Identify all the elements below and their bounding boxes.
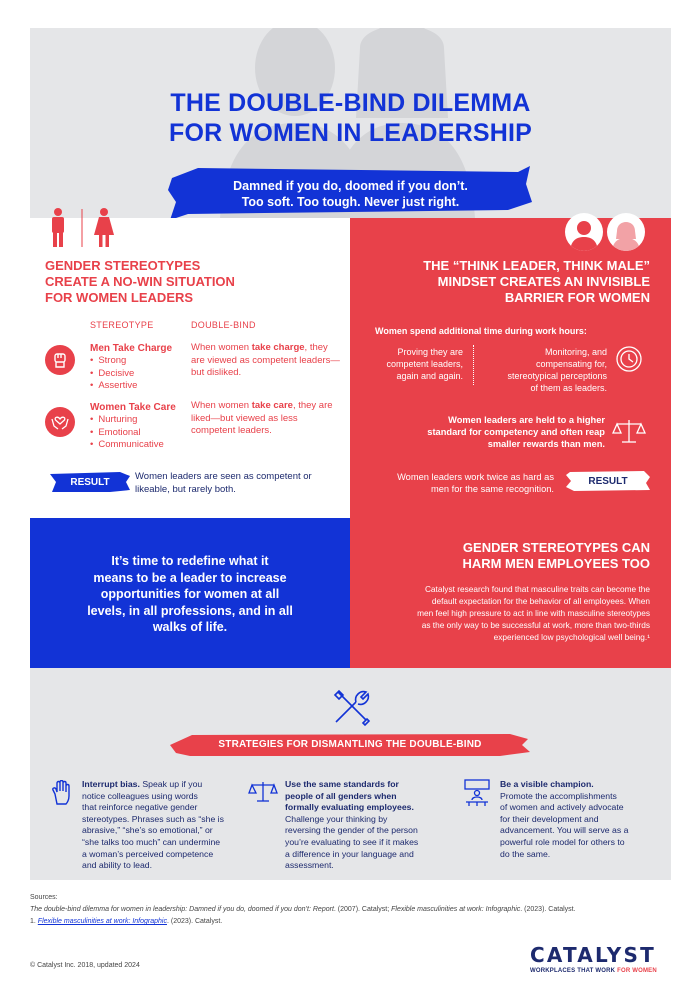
desc-post: , they are viewed as competent leaders—but disliked. [191, 342, 340, 378]
source-title: The double-bind dilemma for women in leadership: Damned if you do, doomed if you don’t: Report [30, 906, 334, 913]
scale-icon [612, 418, 646, 446]
logo-tag-accent: FOR WOMEN [617, 968, 657, 974]
harm-men-heading-line: GENDER STEREOTYPES CAN [462, 540, 650, 555]
women-take-care-title: Women Take Care [90, 402, 176, 413]
strategy-line: “she talks too much” can undermine [82, 836, 221, 847]
proving-line: competent leaders, [386, 359, 463, 369]
result-label-left: RESULT [70, 477, 110, 488]
fist-icon [45, 345, 75, 375]
think-leader-heading-line-3: BARRIER FOR WOMEN [504, 290, 650, 305]
men-doublebind-desc [191, 342, 341, 380]
logo-name: CATALYST [530, 943, 656, 967]
female-icon [94, 208, 114, 247]
strategy-line: a difference in your language and [285, 848, 414, 859]
harm-men-heading [375, 540, 650, 572]
logo-tag-pre: WORKPLACES THAT WORK [530, 968, 618, 974]
strategy-same-standards [285, 779, 455, 872]
strategy-line: and ability to lead. [82, 860, 153, 871]
strategy-bold: Use the same standards for [285, 779, 399, 789]
banner-text [168, 178, 533, 210]
source-link[interactable]: Flexible masculinities at work: Infographic [37, 918, 167, 925]
trait-item: • Emotional [90, 427, 164, 440]
think-leader-heading-line-2: MINDSET CREATES AN INVISIBLE [437, 274, 650, 289]
harm-men-line: men feel high pressure to act in line with masculine stereotypes [417, 608, 650, 618]
twice-hard-text [372, 471, 554, 495]
strategy-line: a woman’s perceived competence [82, 848, 214, 859]
banner-line-1: Damned if you do, doomed if you don’t. [233, 179, 468, 193]
monitoring-text [482, 346, 607, 394]
stereotypes-heading-line-3: FOR WOMEN LEADERS [45, 290, 194, 305]
standard-line: smaller rewards than men. [487, 439, 605, 449]
monitoring-line: stereotypical perceptions [507, 371, 607, 381]
redefine-text [55, 553, 325, 636]
raised-hand-icon [50, 780, 74, 806]
doublebind-column-label: DOUBLE-BIND [191, 320, 256, 330]
strategy-line: stereotypes. Phrases such as “she is [82, 813, 224, 824]
strategy-line: do the same. [500, 848, 551, 859]
think-leader-heading [395, 258, 650, 306]
strategy-line: you’re evaluating to see if it makes [285, 836, 419, 847]
redefine-line: opportunities for women at all [100, 587, 280, 601]
men-traits-list [90, 355, 137, 393]
strategy-visible-champion [500, 779, 660, 860]
catalyst-logo [530, 943, 672, 974]
redefine-line: means to be a leader to increase [93, 570, 287, 585]
strategy-bold: Interrupt bias. [82, 779, 140, 789]
sources-line-2 [30, 916, 670, 928]
stereotypes-heading-line-1: GENDER STEREOTYPES [45, 258, 201, 273]
presenter-icon [462, 778, 492, 808]
stereotypes-heading-line-2: CREATE A NO-WIN SITUATION [45, 274, 235, 289]
trait-item: • Communicative [90, 439, 164, 452]
male-avatar-icon [565, 213, 603, 251]
clock-icon [614, 344, 644, 374]
men-take-charge-title: Men Take Charge [90, 343, 173, 354]
desc-pre: When women [191, 342, 252, 353]
strategy-line: of women and actively advocate [500, 802, 624, 813]
sources-line-1 [30, 904, 670, 916]
higher-standard-text [395, 414, 605, 450]
strategy-line: advancement. You will serve as a [500, 825, 629, 836]
sources-label: Sources: [30, 894, 58, 901]
trait-item: • Assertive [90, 380, 137, 393]
twice-line: Women leaders work twice as hard as [397, 472, 554, 482]
title-line-2: FOR WOMEN IN LEADERSHIP [169, 119, 532, 147]
title-line-1: THE DOUBLE-BIND DILEMMA [170, 89, 531, 117]
desc-bold: take care [251, 400, 293, 411]
think-leader-heading-line-1: THE “THINK LEADER, THINK MALE” [423, 258, 650, 273]
strategies-title: STRATEGIES FOR DISMANTLING THE DOUBLE-BIND [218, 739, 482, 750]
harm-men-body [365, 583, 650, 643]
logo-tagline [530, 968, 672, 974]
strategy-line: that reinforce negative gender [82, 802, 198, 813]
gender-icons [48, 207, 128, 249]
strategy-line: reversing the gender of the person [285, 825, 418, 836]
redefine-line: It’s time to redefine what it [111, 554, 269, 568]
trait-item: • Nurturing [90, 414, 164, 427]
proving-text [365, 346, 463, 382]
strategy-line: for their development and [500, 813, 599, 824]
twice-line: men for the same recognition. [431, 484, 554, 494]
strategy-line: Speak up if you [139, 779, 203, 789]
hands-heart-icon [45, 407, 75, 437]
strategy-line: powerful role model for others to [500, 836, 625, 847]
result-text-left: Women leaders are seen as competent or likeable, but rarely both. [135, 471, 312, 495]
harm-men-line: experienced low psychological well being.¹ [493, 632, 650, 642]
proving-line: again and again. [396, 371, 463, 381]
source-title-2: Flexible masculinities at work: Infographic [391, 906, 521, 913]
footnote-number: 1. [30, 918, 38, 925]
strategy-line: Challenge your thinking by [285, 813, 388, 824]
harm-men-line: Catalyst research found that masculine traits can become the [424, 584, 650, 594]
stereotype-column-label: STEREOTYPE [90, 320, 154, 330]
strategy-line: Promote the accomplishments [500, 790, 617, 801]
dotted-divider [473, 345, 474, 385]
harm-men-line: default expectation for the behavior of all employees. When [431, 596, 650, 606]
monitoring-line: of them as leaders. [530, 383, 607, 393]
male-icon [52, 208, 64, 247]
strategy-interrupt-bias [82, 779, 240, 872]
harm-men-heading-line: HARM MEN EMPLOYEES TOO [462, 556, 650, 571]
extra-time-heading: Women spend additional time during work hours: [375, 326, 587, 336]
page-title [30, 88, 671, 148]
strategy-bold: formally evaluating employees. [285, 802, 414, 813]
scale-icon [248, 780, 278, 804]
strategy-line: notice colleagues using words [82, 790, 198, 801]
stereotypes-heading [45, 258, 335, 306]
source-end: . (2023). Catalyst. [520, 906, 576, 913]
monitoring-line: Monitoring, and [544, 347, 607, 357]
trait-item: • Decisive [90, 368, 137, 381]
strategy-bold: Be a visible champion. [500, 779, 594, 789]
standard-line: standard for competency and often reap [427, 427, 605, 437]
women-traits-list [90, 414, 164, 452]
desc-pre: When women [191, 400, 252, 411]
proving-line: Proving they are [397, 347, 463, 357]
strategy-line: abrasive,” “she’s so emotional,” or [82, 825, 213, 836]
source-mid: . (2007). Catalyst; [333, 906, 392, 913]
redefine-line: walks of life. [152, 620, 228, 634]
desc-post: , they are liked—but viewed as less competent leaders. [191, 400, 333, 436]
source-end: . (2023). Catalyst. [166, 918, 223, 925]
result-label-right: RESULT [588, 476, 628, 487]
standard-line: Women leaders are held to a higher [448, 415, 605, 425]
banner-line-2: Too soft. Too tough. Never just right. [241, 195, 460, 209]
trait-item: • Strong [90, 355, 137, 368]
tools-icon [330, 686, 372, 728]
strategy-bold: people of all genders when [285, 790, 397, 801]
desc-bold: take charge [251, 342, 305, 353]
sources-section [30, 892, 670, 928]
women-doublebind-desc [191, 400, 341, 438]
harm-men-line: as the only way to be successful at work, more than two-thirds [421, 620, 650, 630]
monitoring-line: compensating for, [535, 359, 607, 369]
strategy-line: assessment. [285, 860, 334, 871]
female-avatar-icon [607, 213, 645, 251]
copyright: © Catalyst Inc. 2018, updated 2024 [30, 962, 140, 969]
redefine-line: levels, in all professions, and in all [87, 603, 293, 618]
